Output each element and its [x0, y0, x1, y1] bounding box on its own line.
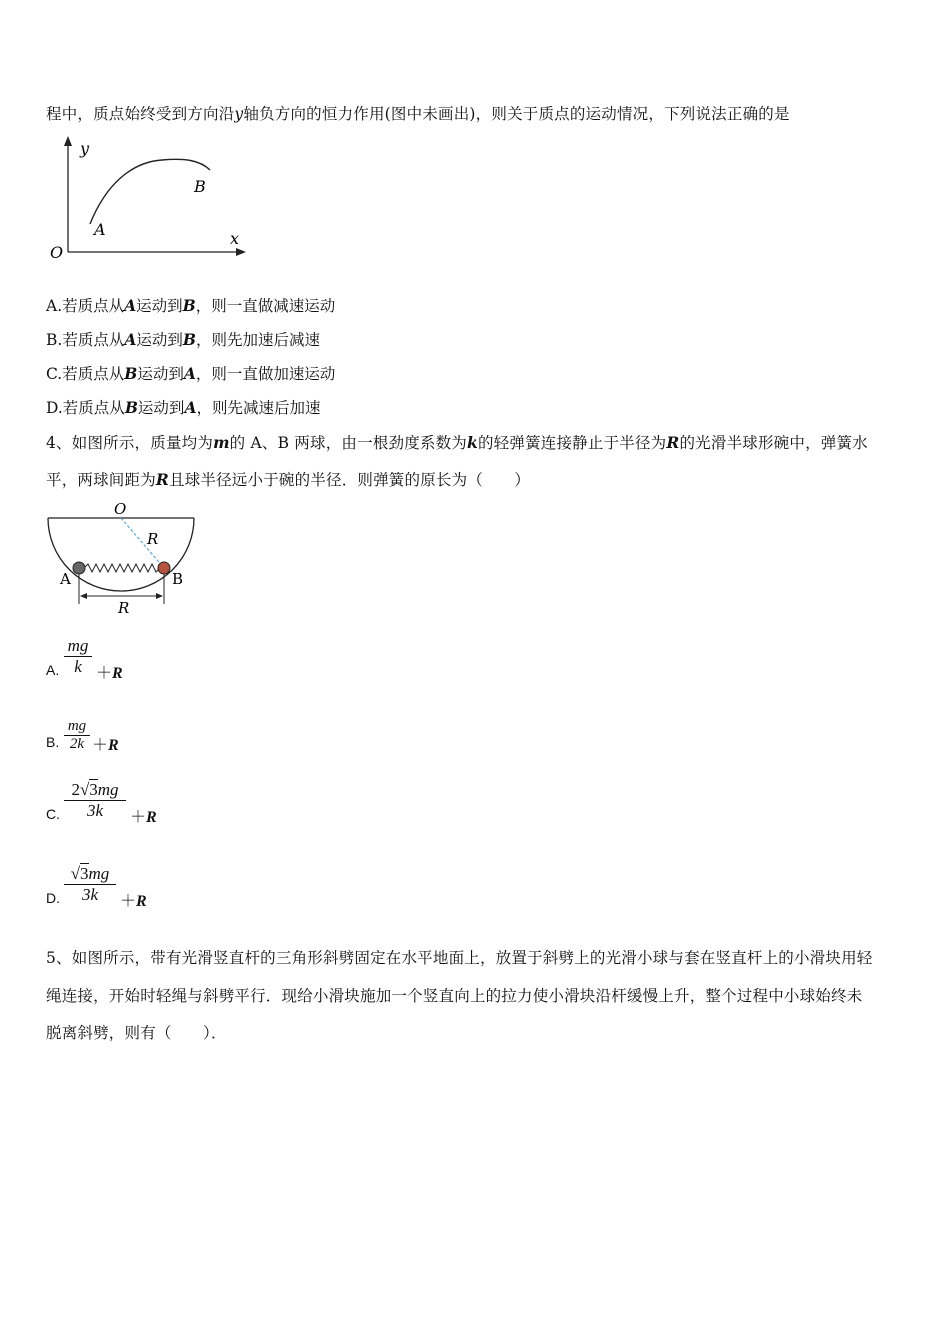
q3-intro-text-1: 程中，质点始终受到方向沿: [46, 105, 235, 123]
q4-option-c-den: 3k: [86, 801, 104, 820]
q4-stem-line-1: [46, 431, 868, 453]
q4-option-d-num: [64, 864, 116, 884]
q4-option-b-label: B.: [46, 734, 60, 750]
q4-option-b-tail: [92, 732, 119, 755]
num-rest: mg: [88, 864, 110, 883]
q3-option-a-prefix: A.若质点从: [46, 297, 125, 315]
q4-option-a-den: k: [74, 657, 82, 676]
q4-text-4: 的光滑半球形碗中，弹簧水: [679, 434, 868, 452]
q4-option-a-label: A.: [46, 662, 60, 678]
q3-option-d-mid: 运动到: [137, 399, 185, 417]
label-b: B: [172, 570, 184, 588]
q4-text-6: 且球半径远小于碗的半径．则弹簧的原长为（ ）: [169, 471, 531, 489]
q3-intro-text-2: 轴负方向的恒力作用(图中未画出)，则关于质点的运动情况，下列说法正确的是: [243, 105, 790, 123]
q3-option-d-prefix: D.若质点从: [46, 399, 125, 417]
q4-option-c-num: [64, 780, 126, 800]
q3-option-a-suffix: ，则一直做减速运动: [195, 297, 336, 315]
spring: [84, 564, 160, 572]
label-point-b: B: [194, 177, 206, 196]
q4-option-c-fraction: [64, 780, 126, 821]
q4-option-a-num: mg: [67, 636, 89, 655]
q3-option-c-suffix: ，则一直做加速运动: [195, 365, 336, 383]
plus-sign: ＋: [92, 737, 109, 754]
q4-option-c-label: C.: [46, 806, 60, 822]
label-a: A: [60, 570, 71, 588]
q4-text-1: 4、如图所示，质量均为: [46, 434, 214, 452]
q4-option-a-fraction: [64, 636, 92, 677]
q3-option-b-var2: B: [182, 330, 196, 349]
q3-option-b-mid: 运动到: [136, 331, 183, 349]
trajectory-curve: [90, 159, 210, 224]
q4-option-b-num: mg: [67, 718, 87, 734]
q4-option-b-fraction: [64, 718, 90, 753]
radicand: 3: [89, 780, 98, 799]
q4-option-d-den: 3k: [81, 885, 99, 904]
q3-option-b-var1: A: [124, 330, 137, 349]
plus-sign: ＋: [120, 893, 137, 910]
q4-option-d-fraction: [64, 864, 116, 905]
q5-line-3: 脱离斜劈，则有（ ）．: [46, 1024, 227, 1042]
label-x: x: [230, 229, 240, 248]
q3-option-c: [46, 362, 335, 384]
q3-option-d-suffix: ，则先减速后加速: [196, 399, 321, 417]
q4-option-a-tail: [96, 660, 123, 683]
q3-option-d-var2: A: [184, 398, 197, 417]
q3-option-a-var2: B: [182, 296, 196, 315]
q3-intro-var-y: y: [234, 105, 244, 123]
q4-option-b-den: 2k: [69, 736, 85, 752]
dim-arrow-right: [156, 593, 163, 599]
var-r: R: [136, 893, 147, 910]
q3-motion-figure: [44, 134, 254, 264]
label-o: O: [114, 500, 127, 518]
label-r-bottom: R: [118, 599, 130, 617]
q4-text-2: 的 A、B 两球，由一根劲度系数为: [229, 434, 468, 452]
label-origin: O: [50, 243, 64, 262]
q3-option-b-prefix: B.若质点从: [46, 331, 125, 349]
q3-option-c-var1: B: [124, 364, 138, 383]
label-y: y: [80, 139, 90, 158]
sqrt-sign-icon: √: [70, 864, 81, 883]
coef: 2: [71, 780, 80, 799]
q4-var-m: m: [213, 433, 230, 452]
q4-option-c-tail: [130, 804, 157, 827]
q4-text-5: 平，两球间距为: [46, 471, 156, 489]
plus-sign: ＋: [130, 809, 147, 826]
q3-option-d-var1: B: [124, 398, 138, 417]
q3-option-c-prefix: C.若质点从: [46, 365, 125, 383]
radicand: 3: [80, 864, 89, 883]
ball-b: [158, 562, 170, 574]
q5-line-2: 绳连接，开始时轻绳与斜劈平行．现给小滑块施加一个竖直向上的拉力使小滑块沿杆缓慢上升，整个过程中小球始终未: [46, 987, 863, 1005]
num-rest: mg: [97, 780, 119, 799]
q5-line-1: 5、如图所示，带有光滑竖直杆的三角形斜劈固定在水平地面上，放置于斜劈上的光滑小球与套在竖直杆上的小滑块用轻: [46, 949, 873, 967]
q4-text-3: 的轻弹簧连接静止于半径为: [477, 434, 667, 452]
ball-a: [73, 562, 85, 574]
q4-var-k: k: [467, 433, 478, 452]
q4-bowl-figure: [44, 500, 204, 618]
q3-option-b-suffix: ，则先加速后减速: [195, 331, 320, 349]
q4-var-r-2: R: [155, 470, 169, 489]
var-r: R: [146, 809, 157, 826]
sqrt-sign-icon: √: [79, 780, 90, 799]
q4-option-d-tail: [120, 888, 147, 911]
q3-option-c-var2: A: [183, 364, 196, 383]
q3-option-d: [46, 396, 320, 418]
q3-option-b: [46, 328, 320, 350]
y-axis-arrow: [64, 136, 72, 146]
q4-option-d-label: D.: [46, 890, 60, 906]
plus-sign: ＋: [96, 665, 113, 682]
dim-arrow-left: [80, 593, 87, 599]
q3-option-a-var1: A: [124, 296, 137, 315]
label-r-top: R: [147, 530, 159, 548]
q4-stem-line-2: [46, 468, 530, 490]
q3-option-c-mid: 运动到: [137, 365, 184, 383]
var-r: R: [112, 665, 123, 682]
q3-option-a: [46, 294, 335, 316]
q4-var-r: R: [666, 433, 680, 452]
var-r: R: [108, 737, 119, 754]
label-point-a: A: [94, 220, 106, 239]
q3-intro: [46, 102, 790, 124]
q3-option-a-mid: 运动到: [136, 297, 183, 315]
x-axis-arrow: [236, 248, 246, 256]
